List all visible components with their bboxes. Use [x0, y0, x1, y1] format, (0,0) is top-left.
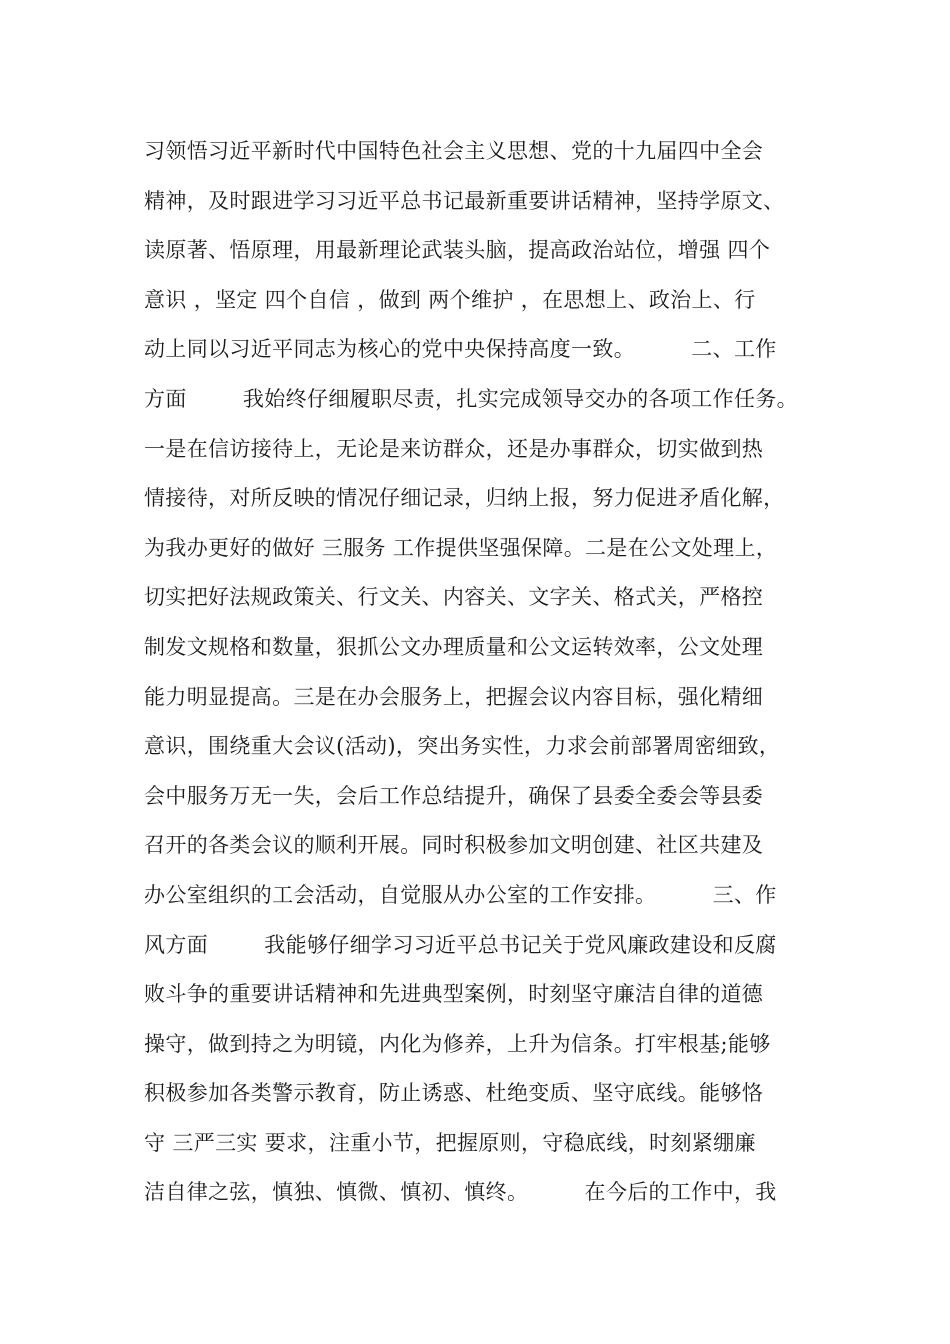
text-line: 守 三严三实 要求，注重小节，把握原则，守稳底线，时刻紧绷廉: [144, 1130, 756, 1155]
text-line: 习领悟习近平新时代中国特色社会主义思想、党的十九届四中全会: [144, 139, 764, 163]
text-line: 风方面 我能够仔细学习习近平总书记关于党风廉政建设和反腐: [144, 932, 777, 957]
text-line: 为我办更好的做好 三服务 工作提供坚强保障。二是在公文处理上，: [144, 535, 778, 560]
text-line: 能力明显提高。三是在办会服务上，把握会议内容目标，强化精细: [144, 684, 764, 709]
body-text: [144, 127, 824, 1218]
text-line: 精神，及时跟进学习习近平总书记最新重要讲话精神，坚持学原文、: [144, 188, 785, 213]
text-line: 召开的各类会议的顺利开展。同时积极参加文明创建、社区共建及: [144, 833, 764, 858]
text-line: 一是在信访接待上，无论是来访群众，还是办事群众，切实做到热: [144, 436, 764, 461]
text-line: 方面 我始终仔细履职尽责，扎实完成领导交办的各项工作任务。: [144, 386, 798, 411]
text-line: 会中服务万无一失，会后工作总结提升，确保了县委全委会等县委: [144, 783, 764, 808]
text-line: 动上同以习近平同志为核心的党中央保持高度一致。 二、工作: [144, 337, 777, 362]
text-line: 情接待，对所反映的情况仔细记录，归纳上报，努力促进矛盾化解，: [144, 486, 785, 511]
text-line: 制发文规格和数量，狠抓公文办理质量和公文运转效率，公文处理: [144, 634, 764, 659]
text-line: 意识，围绕重大会议(活动)，突出务实性，力求会前部署周密细致，: [144, 734, 781, 759]
text-line: 切实把好法规政策关、行文关、内容关、文字关、格式关，严格控: [144, 585, 764, 610]
text-line: 操守，做到持之为明镜，内化为修养，上升为信条。打牢根基;能够: [144, 1031, 771, 1056]
text-line: 读原著、悟原理，用最新理论武装头脑，提高政治站位，增强 四个: [144, 238, 771, 263]
text-line: 办公室组织的工会活动，自觉服从办公室的工作安排。 三、作: [144, 882, 777, 907]
text-line: 意识 ，坚定 四个自信 ，做到 两个维护 ，在思想上、政治上、行: [144, 287, 756, 312]
text-line: 积极参加各类警示教育，防止诱惑、杜绝变质、坚守底线。能够恪: [144, 1081, 764, 1106]
text-line: 败斗争的重要讲话精神和先进典型案例，时刻坚守廉洁自律的道德: [144, 982, 764, 1007]
text-line: 洁自律之弦，慎独、慎微、慎初、慎终。 在今后的工作中，我: [144, 1180, 777, 1205]
